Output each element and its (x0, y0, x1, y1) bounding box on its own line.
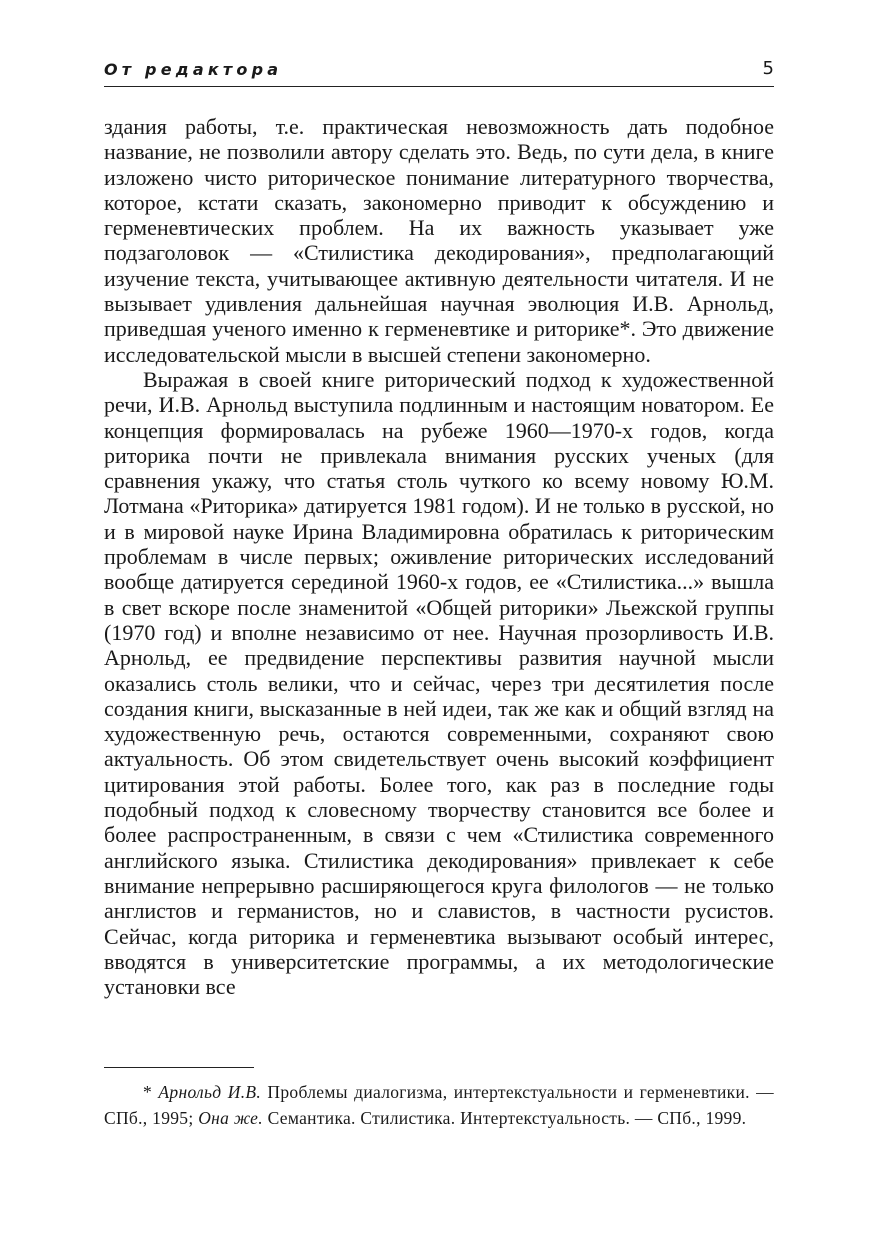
paragraph-continuation: здания работы, т.е. практическая невозможность дать подобное название, не позволили автору сделать это. Ведь, по сути дела, в книге изложено чисто риторическое понимание литературного творчества, которое, кстати сказать, закономерно приводит к обсуждению и герменевтических проблем. На их важность указывает уже подзаголовок — «Стилистика декодирования», предполагающий изучение текста, учитывающее активную деятельности читателя. И не вызывает удивления дальнейшая научная эволюция И.В. Арнольд, приведшая ученого именно к герменевтике и риторике*. Это движение исследовательской мысли в высшей степени закономерно. (104, 114, 774, 367)
paragraph-rhetoric-approach: Выражая в своей книге риторический подход к художественной речи, И.В. Арнольд выступила подлинным и настоящим новатором. Ее концепция формировалась на рубеже 1960—1970-х годов, когда риторика почти не привлекала внимания русских ученых (для сравнения укажу, что статья столь чуткого ко всему новому Ю.М. Лотмана «Риторика» датируется 1981 годом). И не только в русской, но и в мировой науке Ирина Владимировна обратилась к риторическим проблемам в числе первых; оживление риторических исследований вообще датируется серединой 1960-х годов, ее «Стилистика...» вышла в свет вскоре после знаменитой «Общей риторики» Льежской группы (1970 год) и вполне независимо от нее. Научная прозорливость И.В. Арнольд, ее предвидение перспективы развития научной мысли оказались столь велики, что и сейчас, через три десятилетия после создания книги, высказанные в ней идеи, так же как и общий взгляд на художественную речь, остаются современными, сохраняют свою актуальность. Об этом свидетельствует очень высокий коэффициент цитирования этой работы. Более того, как раз в последние годы подобный подход к словесному творчеству становится все более и более распространенным, в связи с чем «Стилистика современного английского языка. Стилистика декодирования» привлекает к себе внимание непрерывно расширяющегося круга филологов — не только англистов и германистов, но и славистов, в частности русистов. Сейчас, когда риторика и герменевтика вызывают особый интерес, вводятся в университетские программы, а их методологические установки все (104, 366, 774, 1000)
running-head (104, 58, 774, 87)
footnote-text-1: Проблемы диалогизма, интертекстуальности и герменевтики. — СПб., 1995; (104, 1082, 774, 1128)
footnote (104, 1079, 774, 1131)
footnote-author-2: Она же. (198, 1108, 263, 1128)
footnote-divider (104, 1067, 254, 1068)
body-text (104, 114, 774, 999)
footnote-author: Арнольд И.В. (158, 1082, 262, 1102)
footnote-marker: * (143, 1082, 159, 1102)
running-title: От редактора (104, 60, 283, 79)
footnote-text-2: Семантика. Стилистика. Интертекстуальность. — СПб., 1999. (262, 1108, 747, 1128)
page-number: 5 (762, 58, 774, 79)
